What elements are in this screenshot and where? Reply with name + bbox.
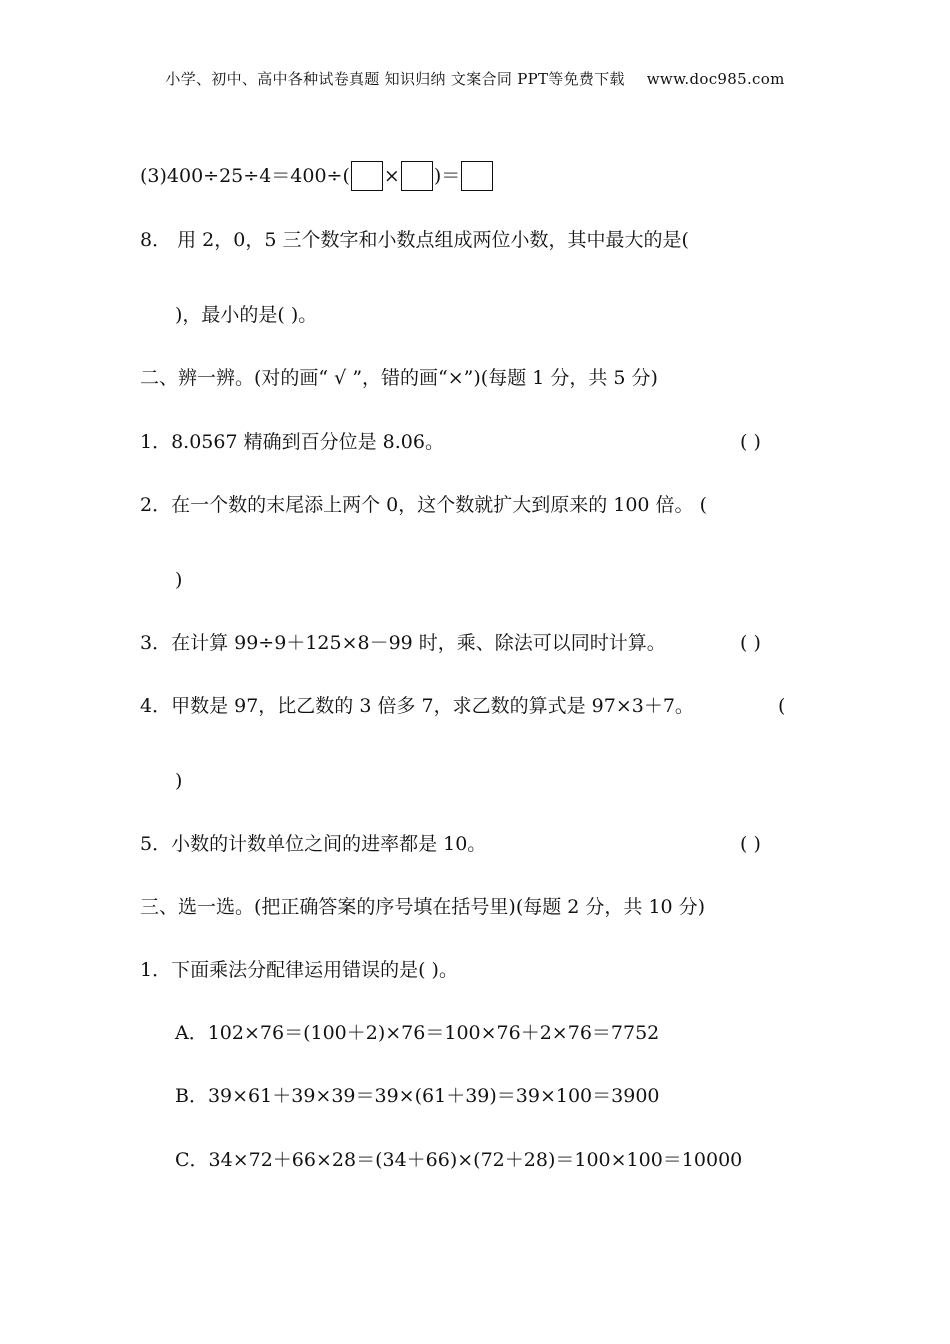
judge-item-4: 4．甲数是 97，比乙数的 3 倍多 7，求乙数的算式是 97×3＋7。 (140, 695, 694, 717)
q7-3-expression: (3)400÷25÷4＝400÷( (140, 165, 350, 187)
question-7-3 (140, 161, 494, 191)
judge-item-4-close[interactable]: ) (175, 770, 183, 792)
judge-item-1: 1．8.0567 精确到百分位是 8.06。 (140, 431, 444, 453)
option-c[interactable]: C．34×72＋66×28＝(34＋66)×(72＋28)＝100×100＝10000 (175, 1149, 743, 1171)
judge-item-5-answer[interactable]: ( ) (740, 833, 761, 855)
judge-item-3-answer[interactable]: ( ) (740, 632, 761, 654)
section-3-title: 三、选一选。(把正确答案的序号填在括号里)(每题 2 分，共 10 分) (140, 896, 706, 918)
judge-item-2: 2．在一个数的末尾添上两个 0，这个数就扩大到原来的 100 倍。 ( (140, 494, 708, 516)
question-8-line1: 8． 用 2，0，5 三个数字和小数点组成两位小数，其中最大的是( (140, 229, 689, 251)
times-sign: × (383, 165, 400, 187)
answer-box-3[interactable] (461, 161, 493, 191)
answer-box-2[interactable] (401, 161, 433, 191)
judge-item-2-close[interactable]: ) (175, 569, 183, 591)
judge-item-3: 3．在计算 99÷9＋125×8－99 时，乘、除法可以同时计算。 (140, 632, 666, 654)
header-url: www.doc985.com (646, 70, 785, 88)
question-8-line2: )，最小的是( )。 (175, 304, 318, 326)
judge-item-5: 5．小数的计数单位之间的进率都是 10。 (140, 833, 487, 855)
judge-item-4-open[interactable]: ( (778, 695, 786, 717)
answer-box-1[interactable] (351, 161, 383, 191)
page-header (0, 68, 950, 89)
judge-item-1-answer[interactable]: ( ) (740, 431, 761, 453)
option-b[interactable]: B．39×61＋39×39＝39×(61＋39)＝39×100＝3900 (175, 1085, 660, 1107)
header-title: 小学、初中、高中各种试卷真题 知识归纳 文案合同 PPT等免费下载 (165, 70, 625, 88)
option-a[interactable]: A．102×76＝(100＋2)×76＝100×76＋2×76＝7752 (175, 1022, 660, 1044)
section-2-title: 二、辨一辨。(对的画“ √ ”，错的画“×”)(每题 1 分，共 5 分) (140, 367, 658, 389)
choice-question-1: 1．下面乘法分配律运用错误的是( )。 (140, 959, 458, 981)
q7-3-equals: )＝ (433, 165, 461, 187)
